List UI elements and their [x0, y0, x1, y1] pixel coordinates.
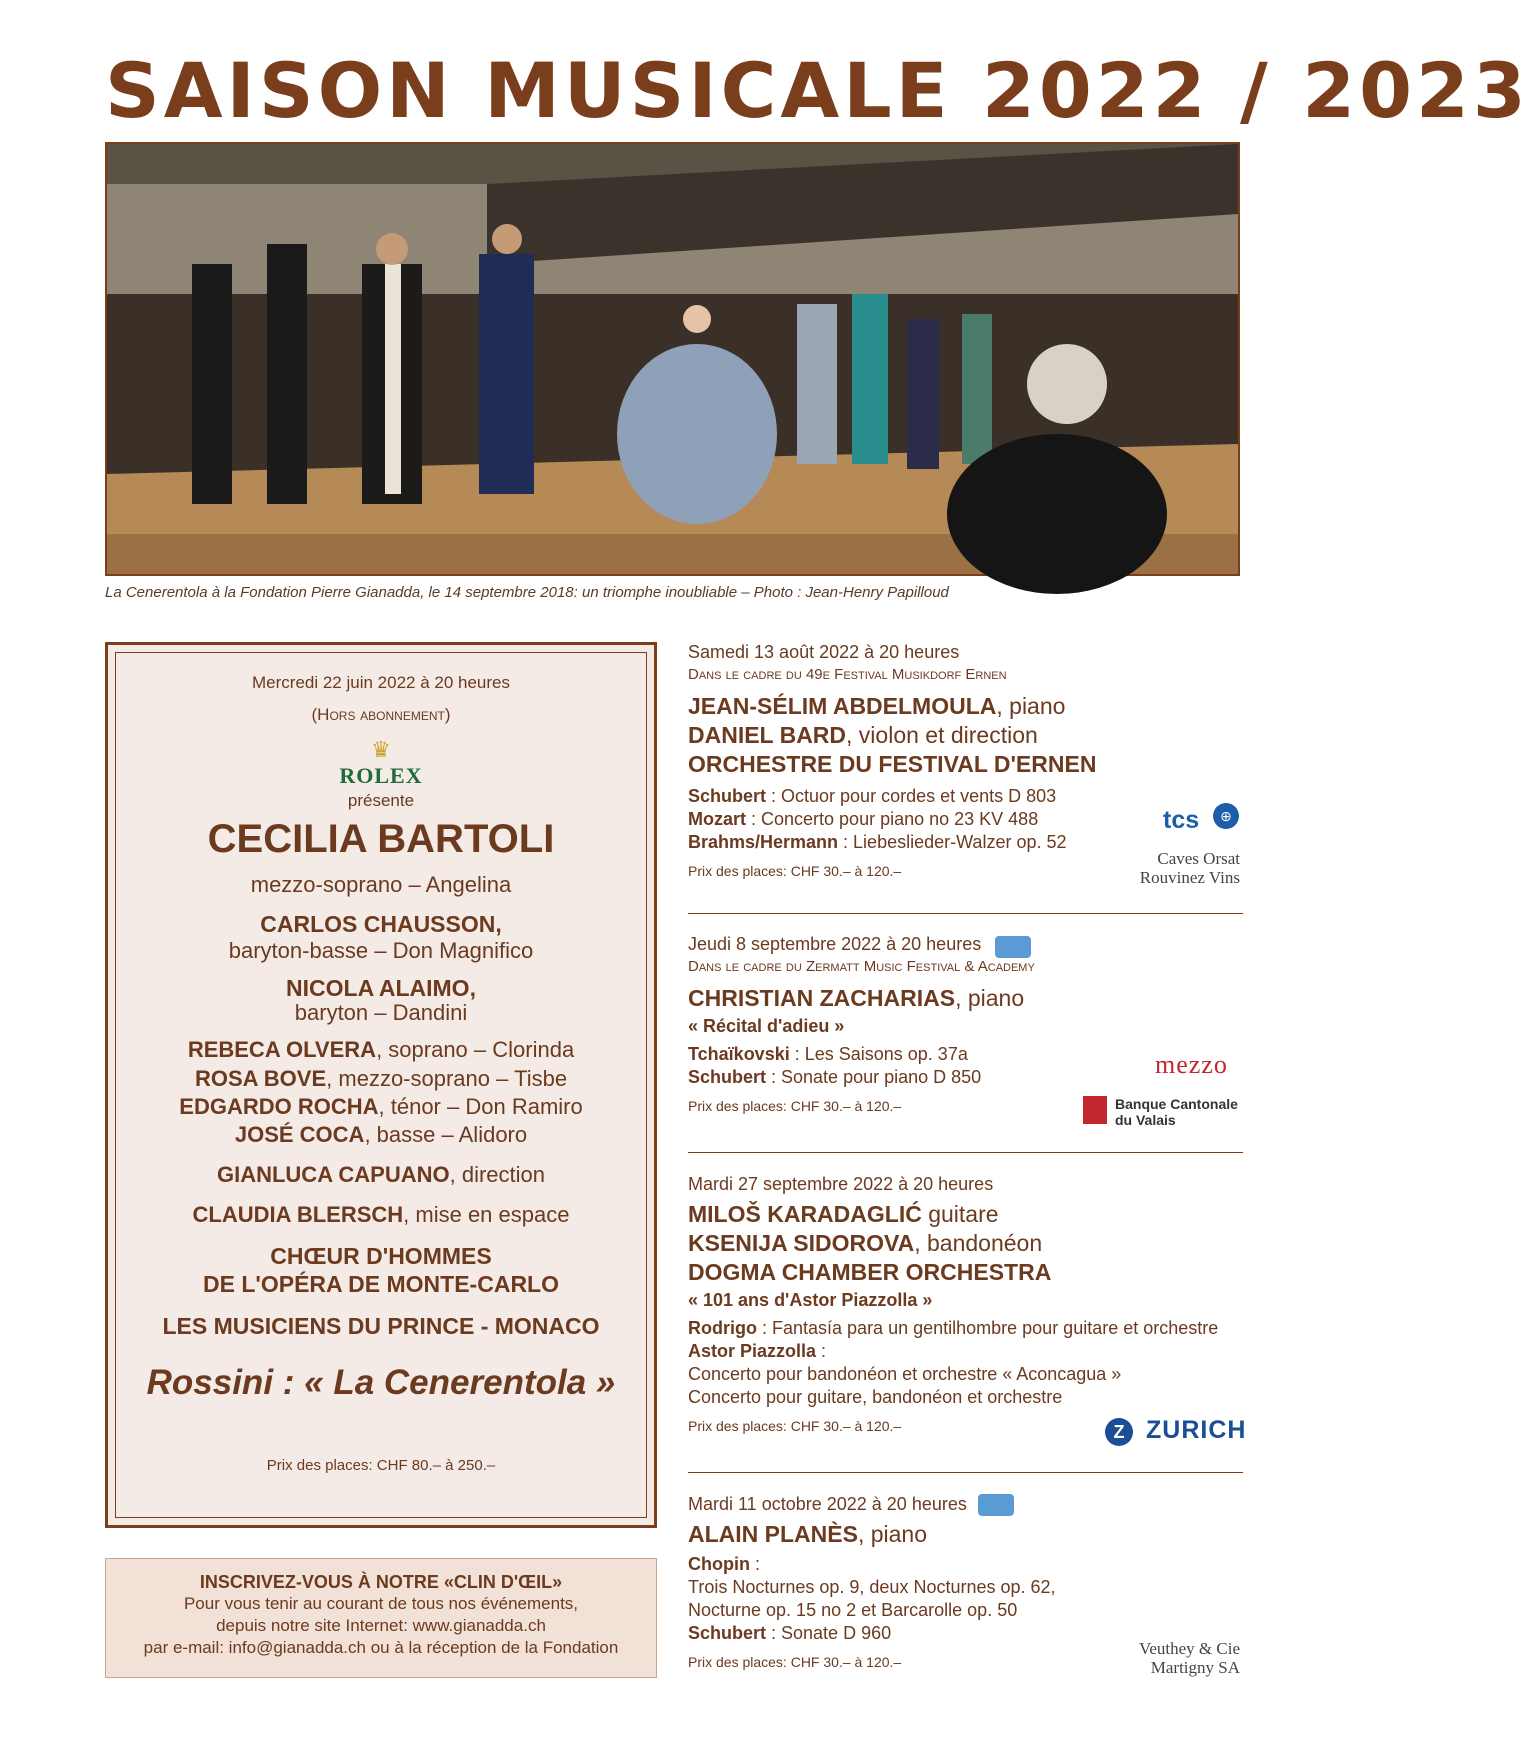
- featured-star-role: mezzo-soprano – Angelina: [250, 872, 512, 897]
- cast-role: baryton – Dandini: [294, 1000, 468, 1025]
- concert-entry: [688, 932, 1243, 1117]
- mezzo-logo: mezzo: [1155, 1050, 1228, 1079]
- concert-artist: MILOŠ KARADAGLIĆ guitare: [688, 1201, 999, 1227]
- espace-icon: [995, 936, 1031, 958]
- program-line: Trois Nocturnes op. 9, deux Nocturnes op. 62,: [688, 1577, 1056, 1597]
- concert-context: Dans le cadre du 49e Festival Musikdorf Ernen: [688, 666, 1007, 683]
- rolex-logo: ROLEX: [339, 763, 423, 788]
- program-line: Concerto pour guitare, bandonéon et orchestre: [688, 1387, 1063, 1407]
- concert-subtitle: « 101 ans d'Astor Piazzolla »: [688, 1290, 933, 1310]
- cast-name: NICOLA ALAIMO,: [286, 975, 476, 1001]
- newsletter-signup-box: [105, 1558, 657, 1678]
- program-line: Tchaïkovski : Les Saisons op. 37a: [688, 1044, 968, 1064]
- choir-line: DE L'OPÉRA DE MONTE-CARLO: [202, 1271, 559, 1297]
- concert-entry: [688, 640, 1243, 882]
- caves-orsat-logo: Caves Orsat Rouvinez Vins: [1139, 849, 1240, 887]
- featured-note: (Hors abonnement): [311, 705, 451, 724]
- concert-context: Dans le cadre du Zermatt Music Festival & Academy: [688, 958, 1035, 975]
- concert-date: Samedi 13 août 2022 à 20 heures: [688, 642, 960, 662]
- cast-role: baryton-basse – Don Magnifico: [228, 938, 534, 963]
- tcs-emblem-icon: ⊕: [1213, 803, 1239, 829]
- featured-price: Prix des places: CHF 80.– à 250.–: [266, 1457, 496, 1474]
- cast-name: CARLOS CHAUSSON,: [260, 911, 502, 937]
- concert-artist: DANIEL BARD, violon et direction: [688, 722, 1038, 748]
- choir-line: CHŒUR D'HOMMES: [270, 1243, 492, 1269]
- cast-line: REBECA OLVERA, soprano – Clorinda: [187, 1037, 575, 1062]
- concert-artist: DOGMA CHAMBER ORCHESTRA: [688, 1259, 1052, 1285]
- concert-price: Prix des places: CHF 30.– à 120.–: [688, 1418, 902, 1434]
- concert-subtitle: « Récital d'adieu »: [688, 1016, 845, 1036]
- program-line: Mozart : Concerto pour piano no 23 KV 488: [688, 809, 1039, 829]
- espace-icon: [978, 1494, 1014, 1516]
- bcvs-flag-icon: [1083, 1096, 1107, 1124]
- concert-price: Prix des places: CHF 30.– à 120.–: [688, 1098, 902, 1114]
- featured-star-name: CECILIA BARTOLI: [207, 817, 555, 861]
- program-line: Rodrigo : Fantasía para un gentilhombre pour guitare et orchestre: [688, 1318, 1219, 1338]
- concert-artist: ORCHESTRE DU FESTIVAL D'ERNEN: [688, 751, 1097, 777]
- divider: [688, 1472, 1243, 1473]
- concert-price: Prix des places: CHF 30.– à 120.–: [688, 863, 902, 879]
- program-line: Schubert : Octuor pour cordes et vents D 803: [688, 786, 1057, 806]
- conductor-line: GIANLUCA CAPUANO, direction: [216, 1162, 545, 1187]
- signup-line: Pour vous tenir au courant de tous nos événements,: [183, 1594, 579, 1613]
- program-line: Concerto pour bandonéon et orchestre « Aconcagua »: [688, 1364, 1122, 1384]
- concert-price: Prix des places: CHF 30.– à 120.–: [688, 1654, 902, 1670]
- featured-concert-box: [105, 642, 657, 1528]
- concert-date: Mardi 11 octobre 2022 à 20 heures: [688, 1494, 967, 1514]
- photo-caption: La Cenerentola à la Fondation Pierre Gianadda, le 14 septembre 2018: un triomphe inoubliable – Photo : Jean-Henry Papilloud: [105, 584, 949, 601]
- staging-line: CLAUDIA BLERSCH, mise en espace: [192, 1202, 570, 1227]
- program-line: Astor Piazzolla :: [688, 1341, 827, 1361]
- concert-artist: ALAIN PLANÈS, piano: [688, 1521, 928, 1547]
- zurich-logo: ZURICH: [1146, 1416, 1247, 1444]
- concert-artist: CHRISTIAN ZACHARIAS, piano: [688, 985, 1025, 1011]
- program-line: Schubert : Sonate pour piano D 850: [688, 1067, 982, 1087]
- signup-line: par e-mail: info@gianadda.ch ou à la réception de la Fondation: [143, 1638, 619, 1657]
- program-line: Chopin :: [688, 1554, 760, 1574]
- concert-artist: JEAN-SÉLIM ABDELMOULA, piano: [688, 693, 1066, 719]
- program-line: Schubert : Sonate D 960: [688, 1623, 892, 1643]
- signup-line: depuis notre site Internet: www.gianadda.ch: [216, 1616, 546, 1635]
- cast-line: JOSÉ COCA, basse – Alidoro: [234, 1122, 528, 1147]
- featured-work: Rossini : « La Cenerentola »: [146, 1363, 616, 1402]
- concert-photo: [105, 142, 1240, 576]
- concert-artist: KSENIJA SIDOROVA, bandonéon: [688, 1230, 1043, 1256]
- program-line: Brahms/Hermann : Liebeslieder-Walzer op. 52: [688, 832, 1067, 852]
- cast-line: EDGARDO ROCHA, ténor – Don Ramiro: [179, 1094, 583, 1119]
- page-title: SAISON MUSICALE 2022 / 2023: [105, 46, 1530, 135]
- signup-title: INSCRIVEZ-VOUS À NOTRE «CLIN D'ŒIL»: [199, 1572, 563, 1592]
- concert-entry: [688, 1172, 1243, 1437]
- crown-icon: ♛: [371, 737, 391, 762]
- bcvs-logo: Banque Cantonale du Valais: [1115, 1096, 1238, 1128]
- divider: [688, 1152, 1243, 1153]
- cast-line: ROSA BOVE, mezzo-soprano – Tisbe: [194, 1066, 568, 1091]
- program-line: Nocturne op. 15 no 2 et Barcarolle op. 50: [688, 1600, 1018, 1620]
- zurich-emblem-icon: Z: [1105, 1418, 1133, 1446]
- featured-presents: présente: [347, 791, 415, 810]
- orchestra-line: LES MUSICIENS DU PRINCE - MONACO: [162, 1313, 600, 1339]
- stage-illustration: [107, 144, 1238, 574]
- veuthey-logo: Veuthey & Cie Martigny SA: [1138, 1639, 1240, 1677]
- divider: [688, 913, 1243, 914]
- tcs-logo: tcs: [1163, 806, 1200, 834]
- concert-date: Jeudi 8 septembre 2022 à 20 heures: [688, 934, 982, 954]
- concert-date: Mardi 27 septembre 2022 à 20 heures: [688, 1174, 994, 1194]
- featured-date: Mercredi 22 juin 2022 à 20 heures: [252, 673, 510, 692]
